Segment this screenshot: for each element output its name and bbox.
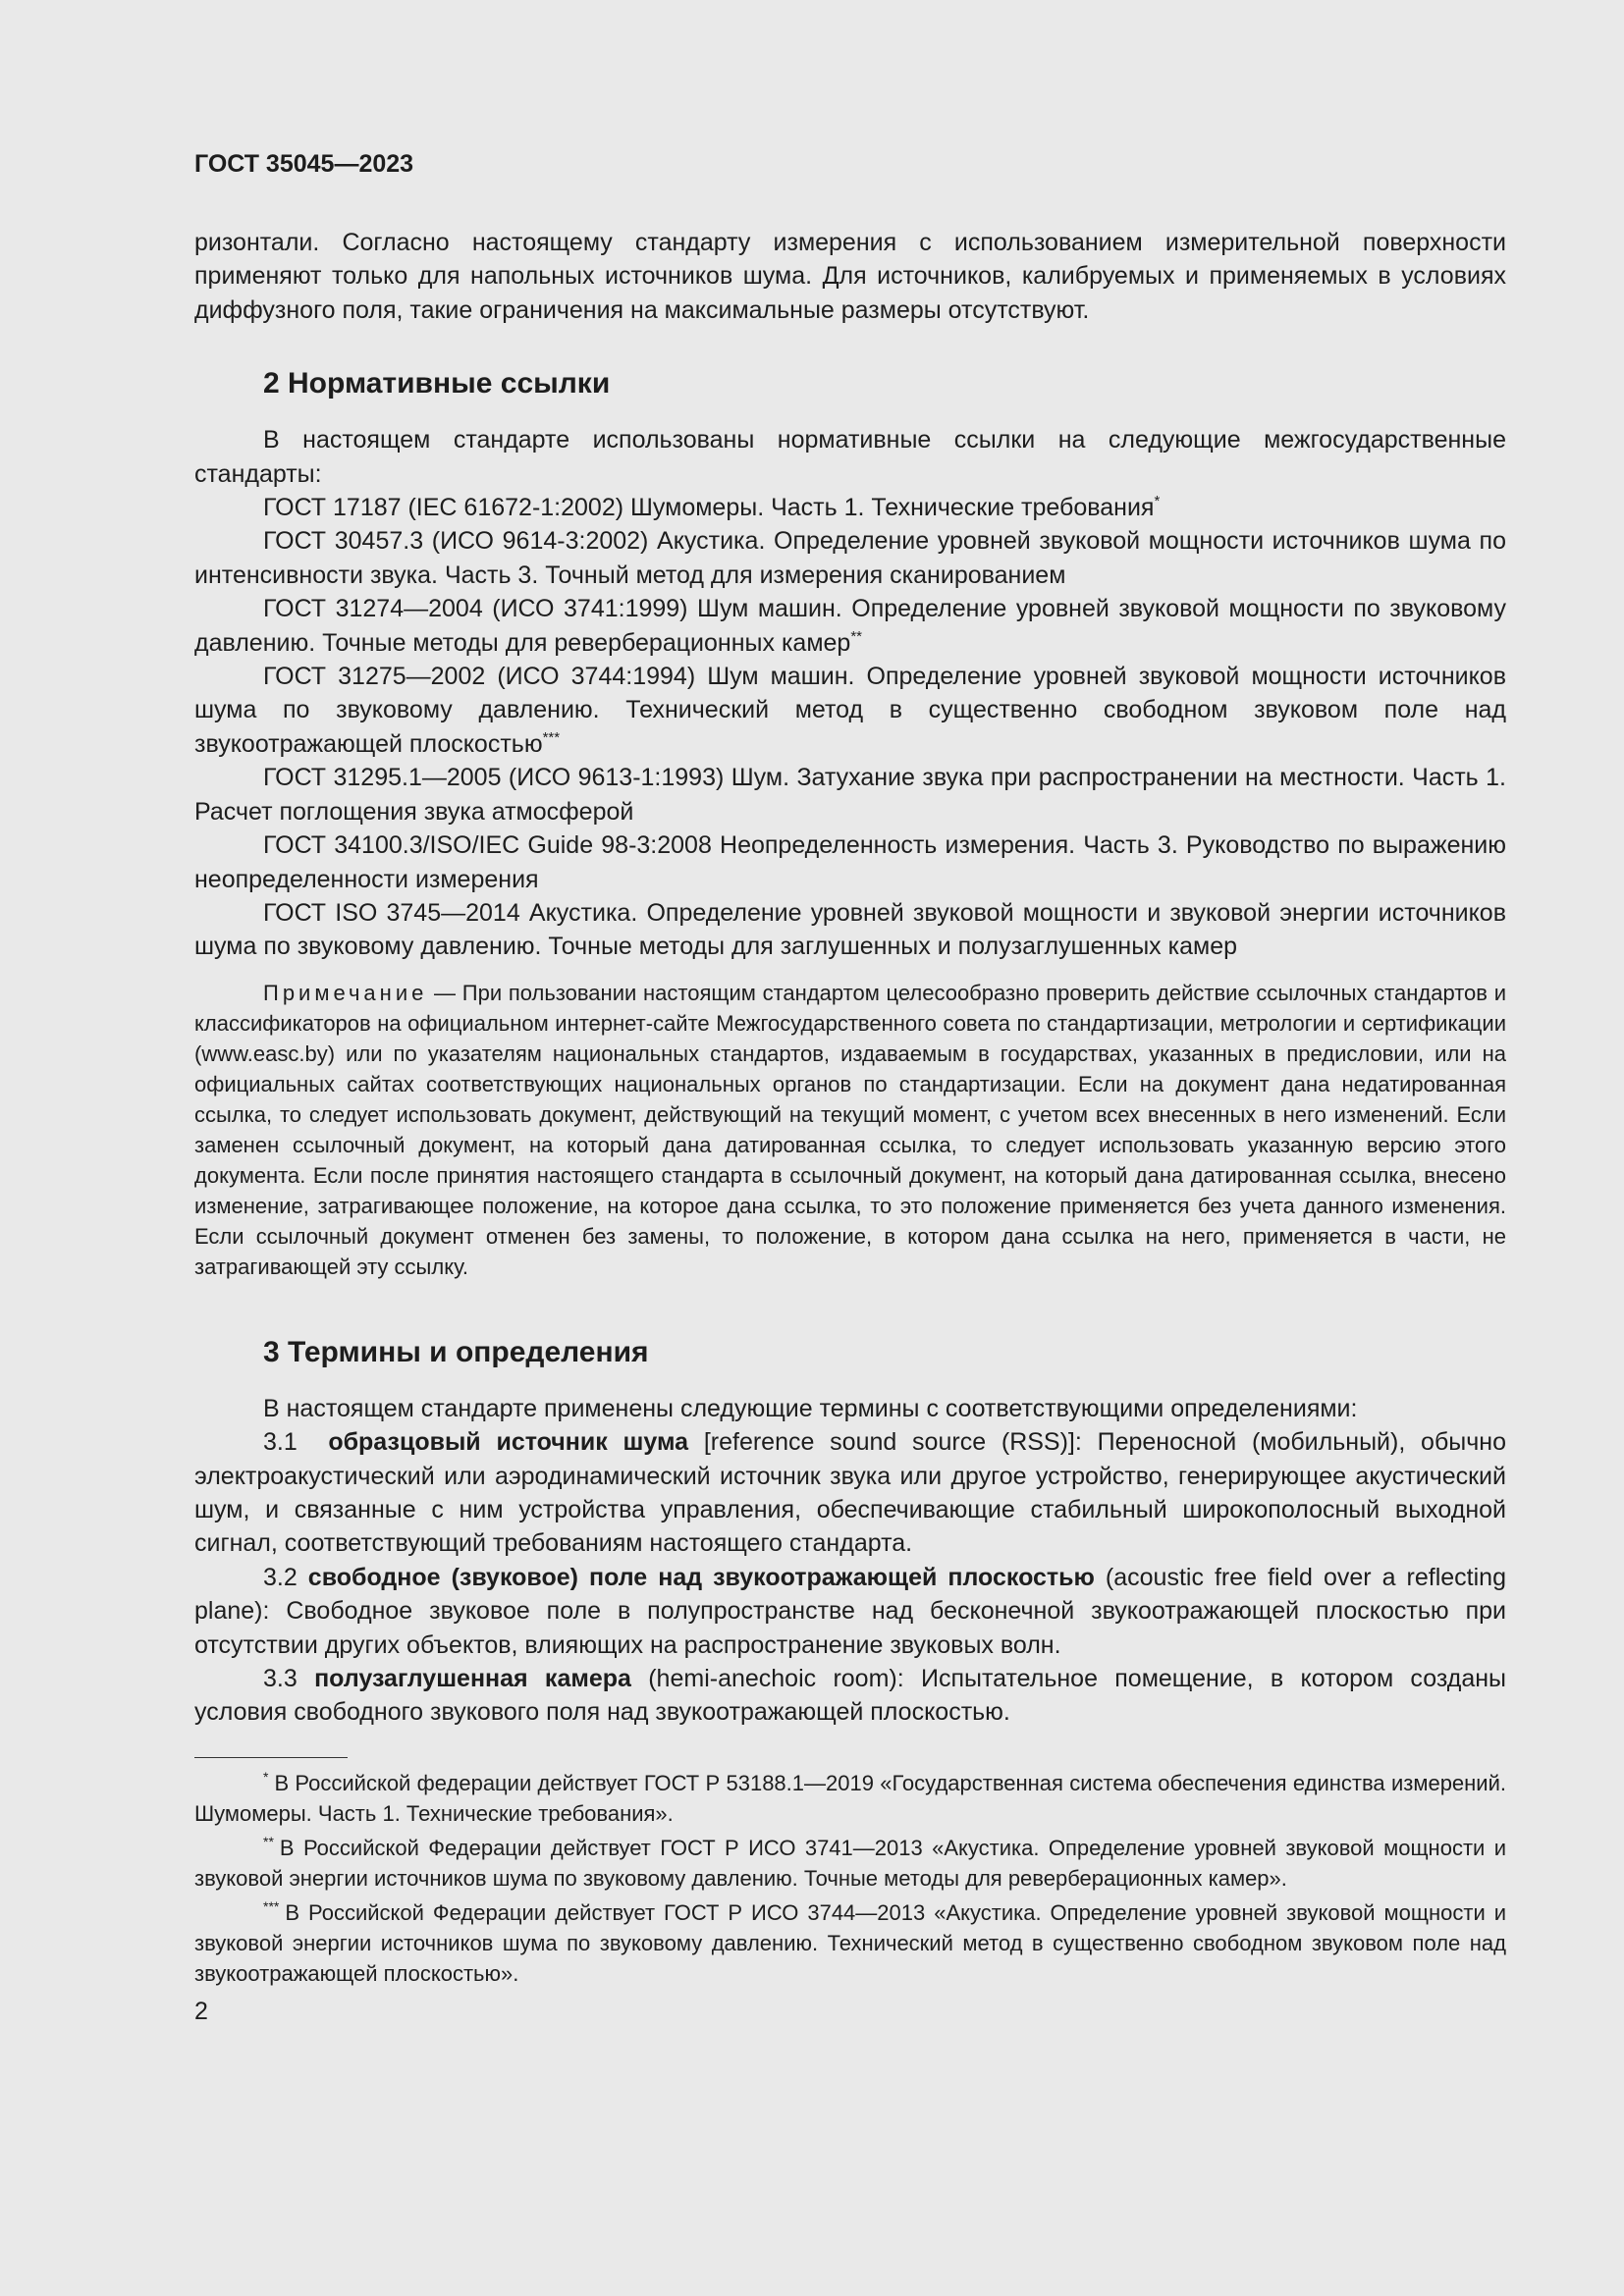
term-name: полузаглушенная камера xyxy=(314,1664,631,1692)
reference-text: ГОСТ 31295.1—2005 (ИСО 9613-1:1993) Шум. Затухание звука при распространении на местности. Часть 1. Расчет поглощения звука атмосферой xyxy=(194,764,1506,826)
reference-text: ГОСТ 31275—2002 (ИСО 3744:1994) Шум машин. Определение уровней звуковой мощности источников шума по звуковому давлению. Технический метод в существенно свободном звуковом поле над звукоотражающей плоскостью xyxy=(194,663,1506,758)
footnote-mark: * xyxy=(263,1768,269,1785)
normative-reference-item xyxy=(194,491,1506,524)
section-3-lead: В настоящем стандарте применены следующие термины с соответствующими определениями: xyxy=(263,1394,1358,1422)
term-english: (acoustic free field over a reflecting plane): xyxy=(194,1563,1506,1626)
normative-reference-item xyxy=(194,761,1506,828)
note-label: Примечание xyxy=(263,980,428,1005)
footnote-mark: ** xyxy=(263,1833,274,1849)
term-name: свободное (звуковое) поле над звукоотражающей плоскостью xyxy=(307,1563,1095,1591)
section-2-heading: 2 Нормативные ссылки xyxy=(263,367,611,400)
reference-text: ГОСТ 30457.3 (ИСО 9614-3:2002) Акустика. Определение уровней звуковой мощности источников шума по интенсивности звука. Часть 3. Точный метод для измерения сканированием xyxy=(194,527,1506,589)
normative-reference-item xyxy=(194,896,1506,964)
normative-reference-item xyxy=(194,828,1506,896)
footnote-text: В Российской Федерации действует ГОСТ Р ИСО 3744—2013 «Акустика. Определение уровней звуковой мощности и звуковой энергии источников шума по звуковому давлению. Технический метод в существенно свободном звуковом поле над звукоотражающей плоскостью». xyxy=(194,1899,1506,1986)
document-page xyxy=(194,147,1506,2028)
footnote xyxy=(194,1768,1506,1829)
reference-text: ГОСТ 17187 (IEC 61672-1:2002) Шумомеры. Часть 1. Технические требования xyxy=(263,494,1155,522)
term-definition-text: Испытательное помещение, в котором созданы условия свободного звукового поля над звукоотражающей плоскостью. xyxy=(194,1664,1507,1727)
term-english: (hemi-anechoic room): xyxy=(648,1664,904,1692)
reference-text: ГОСТ 31274—2004 (ИСО 3741:1999) Шум машин. Определение уровней звуковой мощности по звуковому давлению. Точные методы для реверберационных камер xyxy=(194,595,1506,657)
normative-reference-item xyxy=(194,592,1506,660)
term-definition xyxy=(194,1561,1506,1662)
note-text: — При пользовании настоящим стандартом целесообразно проверить действие ссылочных стандартов и классификаторов на официальном интернет-сайте Межгосударственного совета по стандартизации, метрологии и сертификации (www.easc.by) или по указателям национальных стандартов, издаваемым в государствах, указанных в предисловии, или на официальных сайтах соответствующих национальных органов по стандартизации. Если на документ дана недатированная ссылка, то следует использовать документ, действующий на текущий момент, с учетом всех внесенных в него изменений. Если заменен ссылочный документ, на который дана датированная ссылка, то следует использовать указанную версию этого документа. Если после принятия настоящего стандарта в ссылочный документ, на который дана датированная ссылка, внесено изменение, затрагивающее положение, на которое дана ссылка, то это положение применяется без учета данного изменения. Если ссылочный документ отменен без замены, то положение, в котором дана ссылка на него, применяется в части, не затрагивающей эту ссылку. xyxy=(194,980,1506,1279)
page-number: 2 xyxy=(194,1997,208,2025)
footnote-separator xyxy=(194,1757,348,1758)
term-number: 3.3 xyxy=(263,1664,298,1692)
term-name: образцовый источник шума xyxy=(328,1428,689,1457)
term-number: 3.2 xyxy=(263,1563,298,1591)
reference-text: ГОСТ ISO 3745—2014 Акустика. Определение уровней звуковой мощности и звуковой энергии источников шума по звуковому давлению. Точные методы для заглушенных и полузаглушенных камер xyxy=(194,898,1506,961)
intro-paragraph: ризонтали. Согласно настоящему стандарту измерения с использованием измерительной поверхности применяют только для напольных источников шума. Для источников, калибруемых и применяемых в условиях диффузного поля, такие ограничения на максимальные размеры отсутствуют. xyxy=(194,229,1506,324)
footnote xyxy=(194,1833,1506,1894)
normative-reference-item xyxy=(194,524,1506,592)
normative-reference-item xyxy=(194,660,1506,761)
footnote-marker: * xyxy=(1154,493,1161,510)
term-definition-text: Свободное звуковое поле в полупространстве над бесконечной звукоотражающей плоскостью при отсутствии других объектов, влияющих на распространение звуковых волн. xyxy=(194,1597,1506,1659)
section-2-lead: В настоящем стандарте использованы нормативные ссылки на следующие межгосударственные стандарты: xyxy=(194,426,1506,488)
term-definition xyxy=(194,1425,1506,1561)
footnote-text: В Российской федерации действует ГОСТ Р 53188.1—2019 «Государственная система обеспечения единства измерений. Шумомеры. Часть 1. Технические требования». xyxy=(194,1770,1506,1826)
footnote xyxy=(194,1897,1506,1989)
term-definition-text: Переносной (мобильный), обычно электроакустический или аэродинамический источник звука или другое устройство, генерирующее акустический шум, и связанные с ним устройства управления, обеспечивающие стабильный широкополосный выходной сигнал, соответствующий требованиям настоящего стандарта. xyxy=(194,1428,1506,1558)
document-code-header: ГОСТ 35045—2023 xyxy=(194,150,414,178)
footnote-marker: ** xyxy=(850,627,863,645)
footnote-mark: *** xyxy=(263,1897,280,1914)
term-number: 3.1 xyxy=(263,1428,298,1457)
term-definition xyxy=(194,1662,1506,1730)
section-3-heading: 3 Термины и определения xyxy=(263,1335,649,1368)
term-english: [reference sound source (RSS)]: xyxy=(703,1428,1082,1457)
section-2-note xyxy=(194,978,1506,1282)
reference-text: ГОСТ 34100.3/ISO/IEC Guide 98-3:2008 Неопределенность измерения. Часть 3. Руководство по выражению неопределенности измерения xyxy=(194,831,1506,893)
footnote-marker: *** xyxy=(542,728,561,746)
footnote-text: В Российской Федерации действует ГОСТ Р ИСО 3741—2013 «Акустика. Определение уровней звуковой мощности и звуковой энергии источников шума по звуковому давлению. Точные методы для реверберационных камер». xyxy=(194,1835,1506,1891)
